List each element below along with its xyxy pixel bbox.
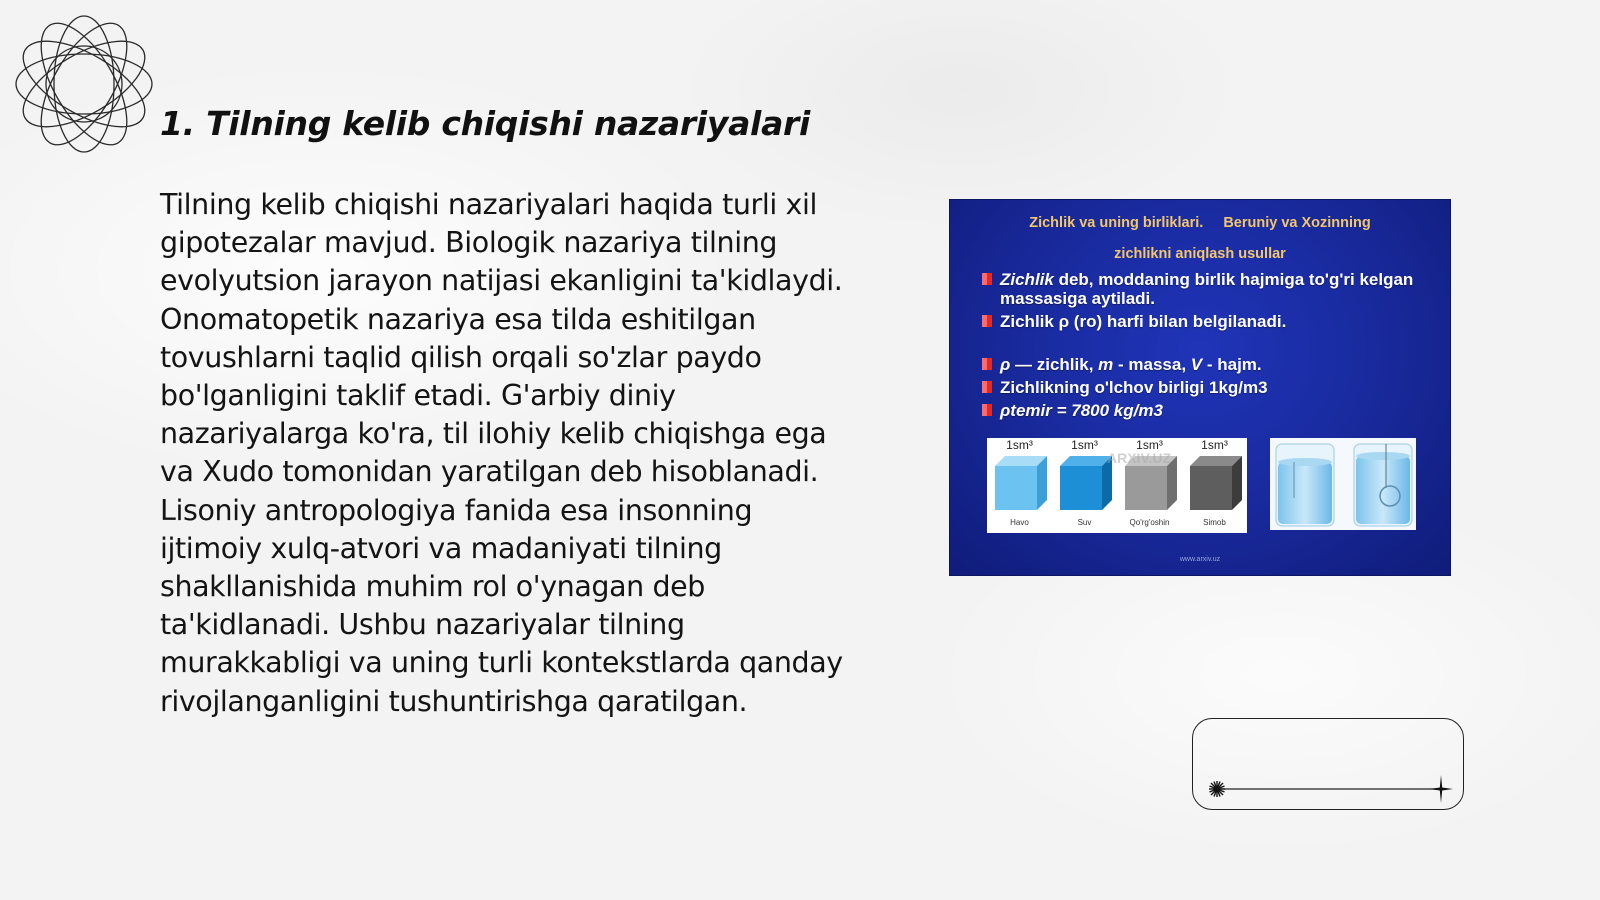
slide-heading-part1: Zichlik va uning birliklari. (1029, 215, 1204, 231)
cube-unit-label: 1sm³ (1071, 438, 1098, 452)
slide-bullet (980, 270, 1440, 308)
cube-unit-label: 1sm³ (1006, 438, 1033, 452)
density-cubes-illustration (987, 438, 1247, 533)
cube-unit-label: 1sm³ (1201, 438, 1228, 452)
slide-bullet (980, 378, 1440, 397)
bullet-square-icon (982, 358, 992, 370)
slide-footer: www.arxiv.uz (1179, 556, 1221, 563)
decorative-rounded-box (1192, 718, 1464, 810)
slide-bullet (980, 401, 1440, 420)
cube-name-label: Qo'rg'oshin (1129, 518, 1170, 527)
slide-bullet-list (980, 270, 1440, 424)
beakers-icon (1270, 438, 1416, 530)
cube-name-label: Suv (1077, 518, 1092, 527)
starburst-icon (1207, 779, 1227, 799)
bullet-text: — zichlik, (1010, 355, 1099, 374)
cube-name-label: Havo (1010, 518, 1029, 527)
slide-bullet (980, 312, 1440, 331)
slide-bullet (980, 355, 1440, 374)
bullet-text: ρtemir = 7800 kg/m3 (1000, 401, 1163, 420)
cube-column-mercury (1182, 438, 1247, 533)
bullet-term: Zichlik (1000, 270, 1054, 289)
decorative-line (1193, 719, 1465, 811)
bullet-symbol-v: V (1190, 355, 1203, 374)
watermark: ARXIV.UZ (1107, 450, 1172, 466)
slide-heading-line2: zichlikni aniqlash usullar (1114, 246, 1286, 262)
cube-name-label: Simob (1203, 518, 1226, 527)
bullet-square-icon (982, 315, 992, 327)
bullet-text: Zichlik ρ (ro) harfi bilan belgilanadi. (1000, 312, 1287, 331)
bullet-symbol-rho: ρ (1000, 355, 1011, 374)
beakers-illustration (1270, 438, 1416, 530)
cube-mercury-icon (1186, 452, 1244, 512)
bullet-symbol-m: m (1098, 355, 1114, 374)
page-title: 1. Tilning kelib chiqishi nazariyalari (160, 104, 811, 143)
rosette-logo-icon (10, 10, 158, 158)
slide-heading-part2: Beruniy va Xozinning (1223, 215, 1371, 231)
slide-heading (950, 208, 1450, 270)
body-paragraph: Tilning kelib chiqishi nazariyalari haqida turli xil gipotezalar mavjud. Biologik nazariya tilning evolyutsion jarayon natijasi ekanligini ta'kidlaydi. Onomatopetik nazariya esa tilda eshitilgan tovushlarni taqlid qilish orqali so'zlar paydo bo'lganligini taklif etadi. G'arbiy diniy nazariyalarga ko'ra, til ilohiy kelib chiqishga ega va Xudo tomonidan yaratilgan deb hisoblanadi. Lisoniy antropologiya fanida esa insonning ijtimoiy xulq-atvori va madaniyati tilning shakllanishida muhim rol o'ynagan deb ta'kidlanadi. Ushbu nazariyalar tilning murakkabligi va uning turli kontekstlarda qanday rivojlanganligini tushuntirishga qaratilgan. (160, 188, 843, 718)
cube-column-air (987, 438, 1052, 533)
embedded-slide-image (950, 200, 1450, 575)
bullet-text: - hajm. (1202, 355, 1262, 374)
bullet-square-icon (982, 404, 992, 416)
bullet-text: deb, moddaning birlik hajmiga to'g'ri kelgan massasiga aytiladi. (1000, 270, 1414, 308)
bullet-square-icon (982, 381, 992, 393)
cube-unit-label: 1sm³ (1136, 438, 1163, 452)
cube-water-icon (1056, 452, 1114, 512)
bullet-square-icon (982, 273, 992, 285)
bullet-text: Zichlikning o'lchov birligi 1kg/m3 (1000, 378, 1268, 397)
cube-air-icon (991, 452, 1049, 512)
bullet-text: - massa, (1113, 355, 1191, 374)
sparkle-icon (1429, 775, 1453, 803)
